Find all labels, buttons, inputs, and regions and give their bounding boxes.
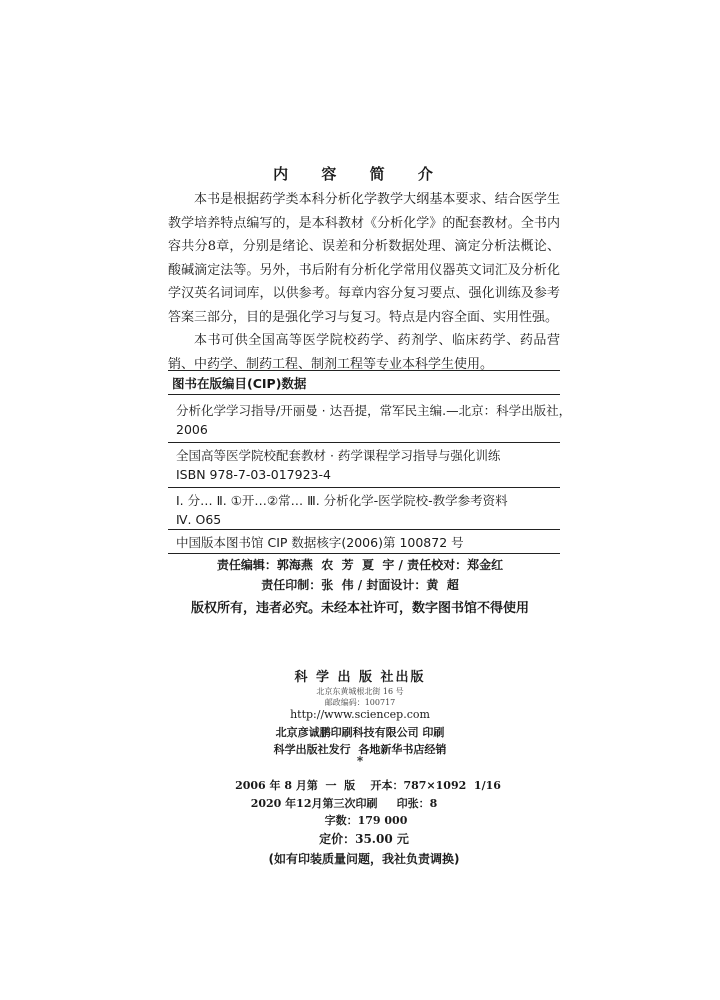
- cip-classification: [176, 491, 560, 529]
- copyright-notice: 版权所有，违者必究。未经本社许可，数字图书馆不得使用: [190, 601, 529, 616]
- cip-top-rule: [168, 370, 560, 371]
- cip-divider: [168, 487, 560, 488]
- edition-info: 2006 年 8 月第 一 版 开本：787×1092 1/16: [235, 779, 501, 792]
- cip-record: [176, 401, 572, 439]
- cip-line: Ⅳ. O65: [176, 512, 222, 527]
- separator-star: *: [356, 754, 364, 768]
- cip-divider: [168, 529, 560, 530]
- cip-bottom-rule: [168, 553, 560, 554]
- production-credits: 责任印制：张 伟 / 封面设计：黄 超: [261, 578, 459, 592]
- publisher-name: 科 学 出 版 社出版: [294, 670, 426, 685]
- cip-line: 全国高等医学院校配套教材 · 药学课程学习指导与强化训练: [176, 448, 501, 463]
- quality-note: (如有印装质量问题，我社负责调换): [268, 852, 460, 866]
- cip-series: [176, 446, 560, 484]
- printing-info: 2020 年12月第三次印刷 印张：8: [250, 797, 438, 810]
- cip-heading-rule: [168, 394, 560, 395]
- intro-paragraph-2: 本书可供全国高等医学院校药学、药剂学、临床药学、药品营销、中药学、制药工程、制剂工程等专业本科学生使用。: [168, 333, 560, 372]
- section-title: 内 容 简 介: [273, 165, 447, 183]
- cip-heading: 图书在版编目(CIP)数据: [172, 376, 307, 391]
- cip-line: 分析化学学习指导/开丽曼 · 达吾提，常军民主编.—北京：科学出版社，: [176, 403, 572, 418]
- cip-line: ISBN 978-7-03-017923-4: [176, 467, 331, 482]
- intro-body: [168, 188, 560, 376]
- publisher-postcode: 邮政编码：100717: [324, 698, 396, 707]
- distribution-info: 科学出版社发行 各地新华书店经销: [273, 743, 447, 756]
- cip-line: 2006: [176, 422, 208, 437]
- printer-name: 北京彦诚鹏印刷科技有限公司 印刷: [275, 726, 445, 739]
- publisher-url: http://www.sciencep.com: [290, 708, 430, 721]
- cip-divider: [168, 442, 560, 443]
- cip-line: 中国版本图书馆 CIP 数据核字(2006)第 100872 号: [176, 535, 464, 550]
- editor-credits: 责任编辑：郭海燕 农 芳 夏 宇 / 责任校对：郑金红: [216, 558, 504, 572]
- cip-number: [176, 533, 560, 552]
- intro-paragraph-1: 本书是根据药学类本科分析化学教学大纲基本要求、结合医学生教学培养特点编写的，是本科教材《分析化学》的配套教材。全书内容共分8章，分别是绪论、误差和分析数据处理、滴定分析法概论、酸碱滴定法等。另外，书后附有分析化学常用仪器英文词汇及分析化学汉英名词词库，以供参考。每章内容分复习要点、强化训练及参考答案三部分，目的是强化学习与复习。特点是内容全面、实用性强。: [168, 192, 560, 325]
- cip-line: Ⅰ. 分… Ⅱ. ①开…②常… Ⅲ. 分析化学-医学院校-教学参考资料: [176, 493, 508, 508]
- word-count: 字数：179 000: [324, 814, 408, 827]
- price: 定价：35.00 元: [319, 832, 409, 846]
- publisher-address: 北京东黄城根北街 16 号: [316, 687, 404, 696]
